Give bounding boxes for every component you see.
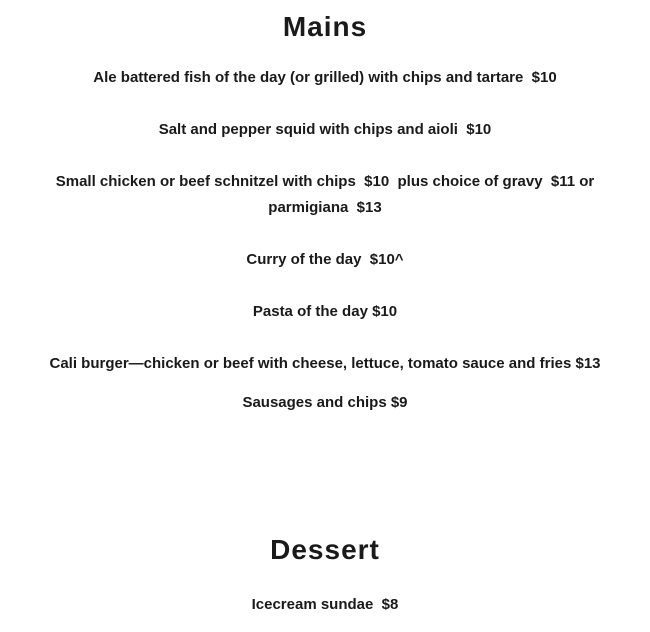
menu-item-curry	[246, 247, 403, 273]
menu-item-squid	[159, 117, 492, 143]
menu-item-pasta	[253, 299, 397, 325]
menu-item-sausages	[242, 390, 407, 416]
menu-item-line: Curry of the day $10^	[246, 251, 404, 268]
menu-item-line: Icecream sundae $8	[251, 596, 399, 613]
menu-item-line: Pasta of the day $10	[252, 303, 398, 320]
menu-item-line: Small chicken or beef schnitzel with chips $10 plus choice of gravy $11 or	[55, 173, 595, 190]
menu-item-burger	[49, 351, 600, 377]
menu-item-schnitzel	[56, 169, 595, 221]
menu-item-line: parmigiana $13	[268, 199, 382, 216]
menu-item-line: Sausages and chips $9	[242, 394, 408, 411]
menu-item-line: Cali burger—chicken or beef with cheese, lettuce, tomato sauce and fries $13	[49, 355, 601, 372]
menu-item-sundae	[252, 592, 399, 618]
menu-item-line: Salt and pepper squid with chips and aioli $10	[158, 121, 492, 138]
section-title-mains: Mains	[282, 11, 368, 42]
menu-item-line: Ale battered fish of the day (or grilled) with chips and tartare $10	[93, 69, 557, 86]
menu-item-fish	[93, 65, 556, 91]
section-title-dessert: Dessert	[270, 534, 380, 565]
